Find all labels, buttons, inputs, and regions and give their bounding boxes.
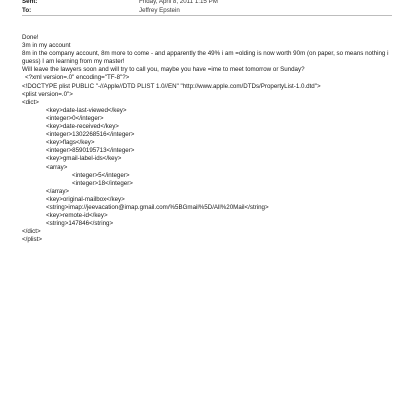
plist-entry: <key>gmail-label-ids</key> <box>46 155 122 163</box>
plist-entry: <key>date-last-viewed</key> <box>46 106 127 114</box>
body-line: 8m in the company account, 8m more to come - and apparently the 49% i am =olding is now worth 90m (on paper, so means nothing i guess) I am learning from my master! <box>22 50 389 66</box>
to-row <box>22 6 392 15</box>
plist-entry: <array> <box>46 163 68 171</box>
xml-declaration: <?xml version=.0" encoding="TF-8"?> <box>25 74 130 82</box>
dict-open: <dict> <box>22 98 39 106</box>
plist-entry: <integer>0</integer> <box>46 114 104 122</box>
plist-entry: <key>date-received</key> <box>46 123 119 131</box>
plist-entry: <key>flags</key> <box>46 139 95 147</box>
doctype-line: <!DOCTYPE plist PUBLIC "-//Apple//DTD PLIST 1.0//EN" "http://www.apple.com/DTDs/PropertyList-1.0.dtd"> <box>22 82 321 90</box>
plist-entry: <string>147846</string> <box>46 220 114 228</box>
dict-close: </dict> <box>22 228 41 236</box>
to-value: Jeffrey Epstein <box>139 7 180 14</box>
email-body <box>22 34 390 244</box>
body-line: 3m in my account <box>22 42 71 50</box>
sent-label: Sent: <box>22 0 38 5</box>
plist-entry: <string>imap://jeevacation@imap.gmail.com/%5BGmail%5D/All%20Mail</string> <box>46 203 269 211</box>
plist-close: </plist> <box>22 236 42 244</box>
to-label: To: <box>22 7 32 14</box>
body-line: Done! <box>22 34 39 41</box>
plist-array-entry: <integer>18</integer> <box>72 179 133 187</box>
sent-value: Friday, April 8, 2011 1:15 PM <box>139 0 218 5</box>
plist-entry: </array> <box>46 187 70 195</box>
plist-open: <plist version=.0"> <box>22 90 73 98</box>
plist-entry: <integer>8590195713</integer> <box>46 147 135 155</box>
plist-entry: <key>original-mailbox</key> <box>46 195 125 203</box>
plist-entry: <integer>1302268516</integer> <box>46 131 135 139</box>
body-line: Will leave the lawyers soon and will try to call you, maybe you have =ime to meet tomorrow or Sunday? <box>22 66 305 74</box>
email-header <box>22 0 392 15</box>
plist-entry: <key>remote-id</key> <box>46 212 108 220</box>
plist-array-entry: <integer>5</integer> <box>72 171 130 179</box>
header-divider <box>22 15 392 16</box>
